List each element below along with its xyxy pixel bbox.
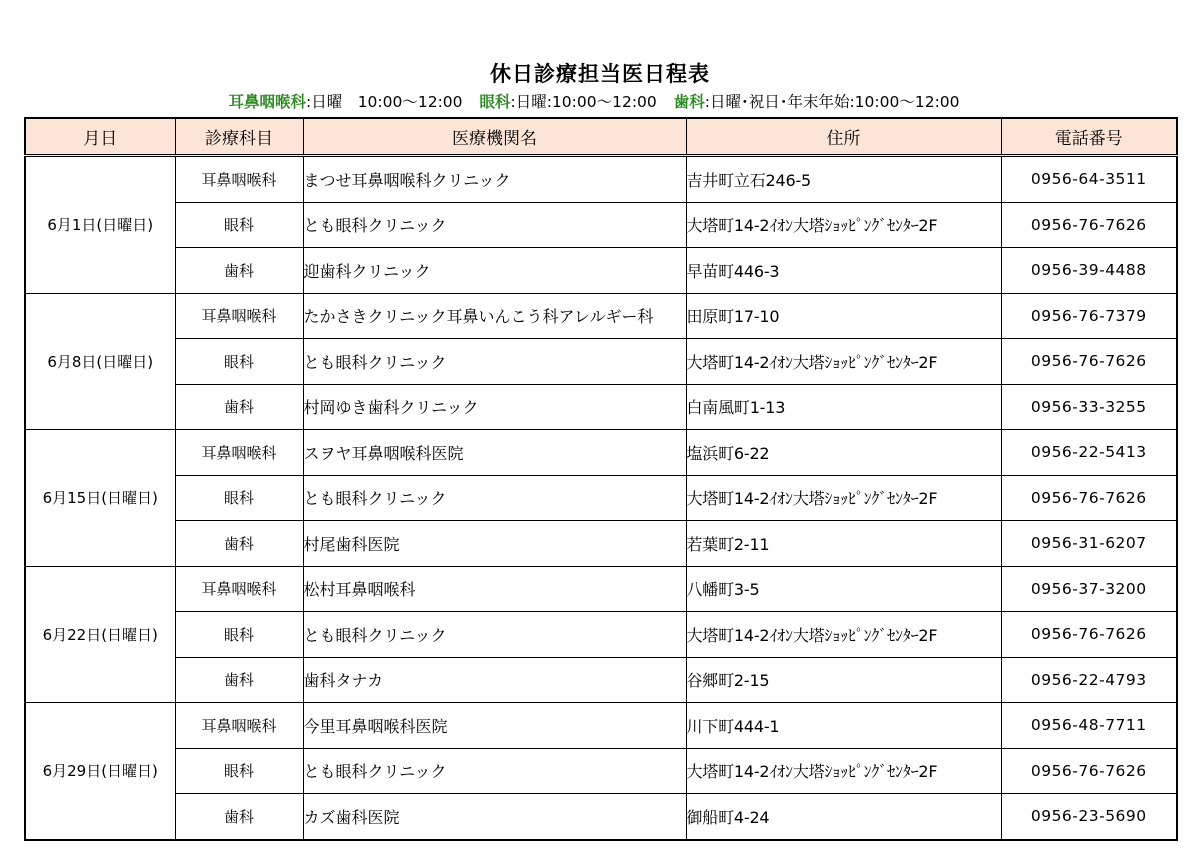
table-row (25, 202, 1177, 248)
column-header-phone: 電話番号 (1001, 118, 1177, 156)
department-cell: 耳鼻咽喉科 (175, 293, 303, 339)
institution-cell: とも眼科クリニック (303, 202, 686, 248)
table-row (25, 566, 1177, 612)
ent-label: 耳鼻咽喉科 (228, 93, 306, 111)
institution-cell: スヲヤ耳鼻咽喉科医院 (303, 430, 686, 476)
institution-cell: 松村耳鼻咽喉科 (303, 566, 686, 612)
phone-cell: 0956-76-7626 (1001, 748, 1177, 794)
schedule-table (24, 117, 1178, 841)
column-header-institution: 医療機関名 (303, 118, 686, 156)
phone-cell: 0956-33-3255 (1001, 384, 1177, 430)
ophthalmology-label: 眼科 (479, 93, 511, 111)
service-hours (24, 90, 1176, 112)
dentistry-hours: :日曜･祝日･年末年始:10:00〜12:00 (704, 93, 960, 111)
phone-cell: 0956-48-7711 (1001, 703, 1177, 749)
department-cell: 歯科 (175, 248, 303, 294)
institution-cell: まつせ耳鼻咽喉科クリニック (303, 156, 686, 203)
institution-cell: とも眼科クリニック (303, 475, 686, 521)
address-cell: 御船町4-24 (686, 794, 1001, 840)
phone-cell: 0956-22-4793 (1001, 657, 1177, 703)
department-cell: 耳鼻咽喉科 (175, 430, 303, 476)
dentistry-label: 歯科 (673, 93, 705, 111)
department-cell: 歯科 (175, 521, 303, 567)
phone-cell: 0956-39-4488 (1001, 248, 1177, 294)
phone-cell: 0956-22-5413 (1001, 430, 1177, 476)
department-cell: 眼科 (175, 475, 303, 521)
address-cell: 大塔町14-2ｲｵﾝ大塔ｼｮｯﾋﾟﾝｸﾞｾﾝﾀｰ2F (686, 339, 1001, 385)
date-group (25, 293, 1177, 430)
department-cell: 歯科 (175, 657, 303, 703)
address-cell: 川下町444-1 (686, 703, 1001, 749)
date-group (25, 430, 1177, 567)
address-cell: 谷郷町2-15 (686, 657, 1001, 703)
table-row (25, 657, 1177, 703)
column-header-address: 住所 (686, 118, 1001, 156)
phone-cell: 0956-76-7626 (1001, 475, 1177, 521)
address-cell: 塩浜町6-22 (686, 430, 1001, 476)
ent-hours: :日曜 10:00〜12:00 (305, 93, 463, 111)
institution-cell: たかさきクリニック耳鼻いんこう科アレルギー科 (303, 293, 686, 339)
date-cell: 6月22日(日曜日) (25, 566, 175, 703)
table-row (25, 293, 1177, 339)
institution-cell: 迎歯科クリニック (303, 248, 686, 294)
address-cell: 大塔町14-2ｲｵﾝ大塔ｼｮｯﾋﾟﾝｸﾞｾﾝﾀｰ2F (686, 475, 1001, 521)
phone-cell: 0956-76-7626 (1001, 202, 1177, 248)
address-cell: 白南風町1-13 (686, 384, 1001, 430)
institution-cell: カズ歯科医院 (303, 794, 686, 840)
address-cell: 早苗町446-3 (686, 248, 1001, 294)
date-group (25, 566, 1177, 703)
department-cell: 眼科 (175, 202, 303, 248)
table-row (25, 748, 1177, 794)
address-cell: 大塔町14-2ｲｵﾝ大塔ｼｮｯﾋﾟﾝｸﾞｾﾝﾀｰ2F (686, 612, 1001, 658)
institution-cell: 今里耳鼻咽喉科医院 (303, 703, 686, 749)
institution-cell: 歯科タナカ (303, 657, 686, 703)
table-row (25, 339, 1177, 385)
date-cell: 6月29日(日曜日) (25, 703, 175, 840)
phone-cell: 0956-23-5690 (1001, 794, 1177, 840)
address-cell: 田原町17-10 (686, 293, 1001, 339)
table-row (25, 794, 1177, 840)
phone-cell: 0956-31-6207 (1001, 521, 1177, 567)
address-cell: 八幡町3-5 (686, 566, 1001, 612)
address-cell: 若葉町2-11 (686, 521, 1001, 567)
phone-cell: 0956-76-7379 (1001, 293, 1177, 339)
department-cell: 耳鼻咽喉科 (175, 703, 303, 749)
date-group (25, 156, 1177, 294)
department-cell: 眼科 (175, 748, 303, 794)
date-cell: 6月15日(日曜日) (25, 430, 175, 567)
department-cell: 耳鼻咽喉科 (175, 156, 303, 203)
table-row (25, 384, 1177, 430)
department-cell: 耳鼻咽喉科 (175, 566, 303, 612)
department-cell: 歯科 (175, 794, 303, 840)
department-cell: 眼科 (175, 339, 303, 385)
institution-cell: とも眼科クリニック (303, 339, 686, 385)
column-header-department: 診療科目 (175, 118, 303, 156)
table-row (25, 248, 1177, 294)
address-cell: 吉井町立石246-5 (686, 156, 1001, 203)
table-row (25, 475, 1177, 521)
table-row (25, 703, 1177, 749)
department-cell: 歯科 (175, 384, 303, 430)
institution-cell: とも眼科クリニック (303, 748, 686, 794)
table-row (25, 521, 1177, 567)
phone-cell: 0956-76-7626 (1001, 339, 1177, 385)
institution-cell: 村尾歯科医院 (303, 521, 686, 567)
phone-cell: 0956-64-3511 (1001, 156, 1177, 203)
phone-cell: 0956-76-7626 (1001, 612, 1177, 658)
address-cell: 大塔町14-2ｲｵﾝ大塔ｼｮｯﾋﾟﾝｸﾞｾﾝﾀｰ2F (686, 202, 1001, 248)
table-row (25, 156, 1177, 203)
institution-cell: とも眼科クリニック (303, 612, 686, 658)
department-cell: 眼科 (175, 612, 303, 658)
date-cell: 6月1日(日曜日) (25, 156, 175, 294)
date-cell: 6月8日(日曜日) (25, 293, 175, 430)
ophthalmology-hours: :日曜:10:00〜12:00 (510, 93, 657, 111)
header-row (25, 118, 1177, 156)
table-row (25, 430, 1177, 476)
page-title: 休日診療担当医日程表 (490, 62, 710, 87)
column-header-date: 月日 (25, 118, 175, 156)
date-group (25, 703, 1177, 840)
table-row (25, 612, 1177, 658)
address-cell: 大塔町14-2ｲｵﾝ大塔ｼｮｯﾋﾟﾝｸﾞｾﾝﾀｰ2F (686, 748, 1001, 794)
phone-cell: 0956-37-3200 (1001, 566, 1177, 612)
institution-cell: 村岡ゆき歯科クリニック (303, 384, 686, 430)
